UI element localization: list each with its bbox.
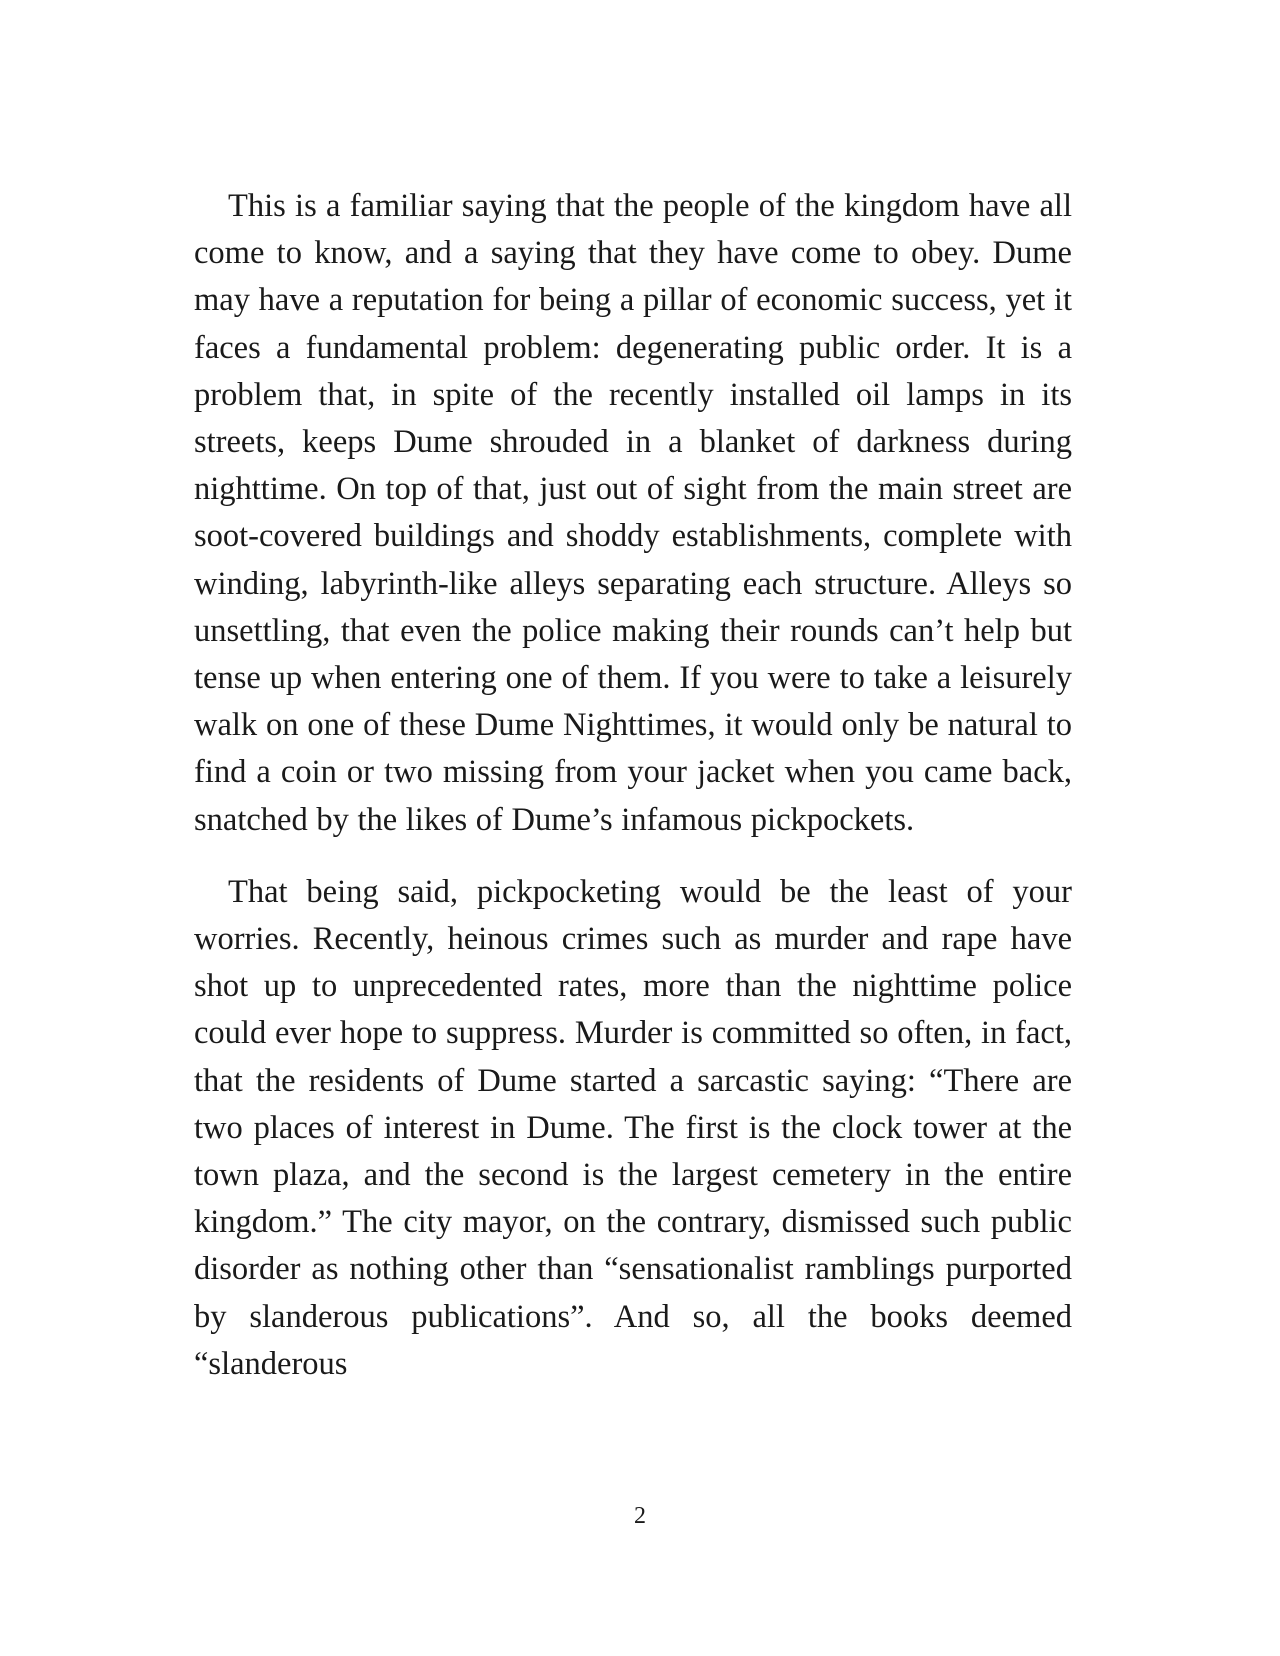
page-number: 2 — [634, 1503, 646, 1529]
paragraph-2: That being said, pickpocketing would be the least of your worries. Recently, heinous crimes such as murder and rape have shot up to unprecedented rates, more than the nighttime police could ever hope to suppress. Murder is committed so often, in fact, that the residents of Dume started a sarcastic saying: “There are two places of interest in Dume. The first is the clock tower at the town plaza, and the second is the largest cemetery in the entire kingdom.” The city mayor, on the contrary, dismissed such public disorder as nothing other than “sensationalist ramblings purported by slanderous publications”. And so, all the books deemed “slanderous — [194, 873, 1072, 1382]
body-text — [194, 183, 1072, 1388]
paragraph-1: This is a familiar saying that the people of the kingdom have all come to know, and a saying that they have come to obey. Dume may have a reputation for being a pillar of economic success, yet it faces a fundamental problem: degenerating public order. It is a problem that, in spite of the recently installed oil lamps in its streets, keeps Dume shrouded in a blanket of darkness during nighttime. On top of that, just out of sight from the main street are soot-covered buildings and shoddy establishments, complete with winding, labyrinth-like alleys separating each structure. Alleys so unsettling, that even the police making their rounds can’t help but tense up when entering one of them. If you were to take a leisurely walk on one of these Dume Nighttimes, it would only be natural to find a coin or two missing from your jacket when you came back, snatched by the likes of Dume’s infamous pickpockets. — [194, 188, 1072, 838]
